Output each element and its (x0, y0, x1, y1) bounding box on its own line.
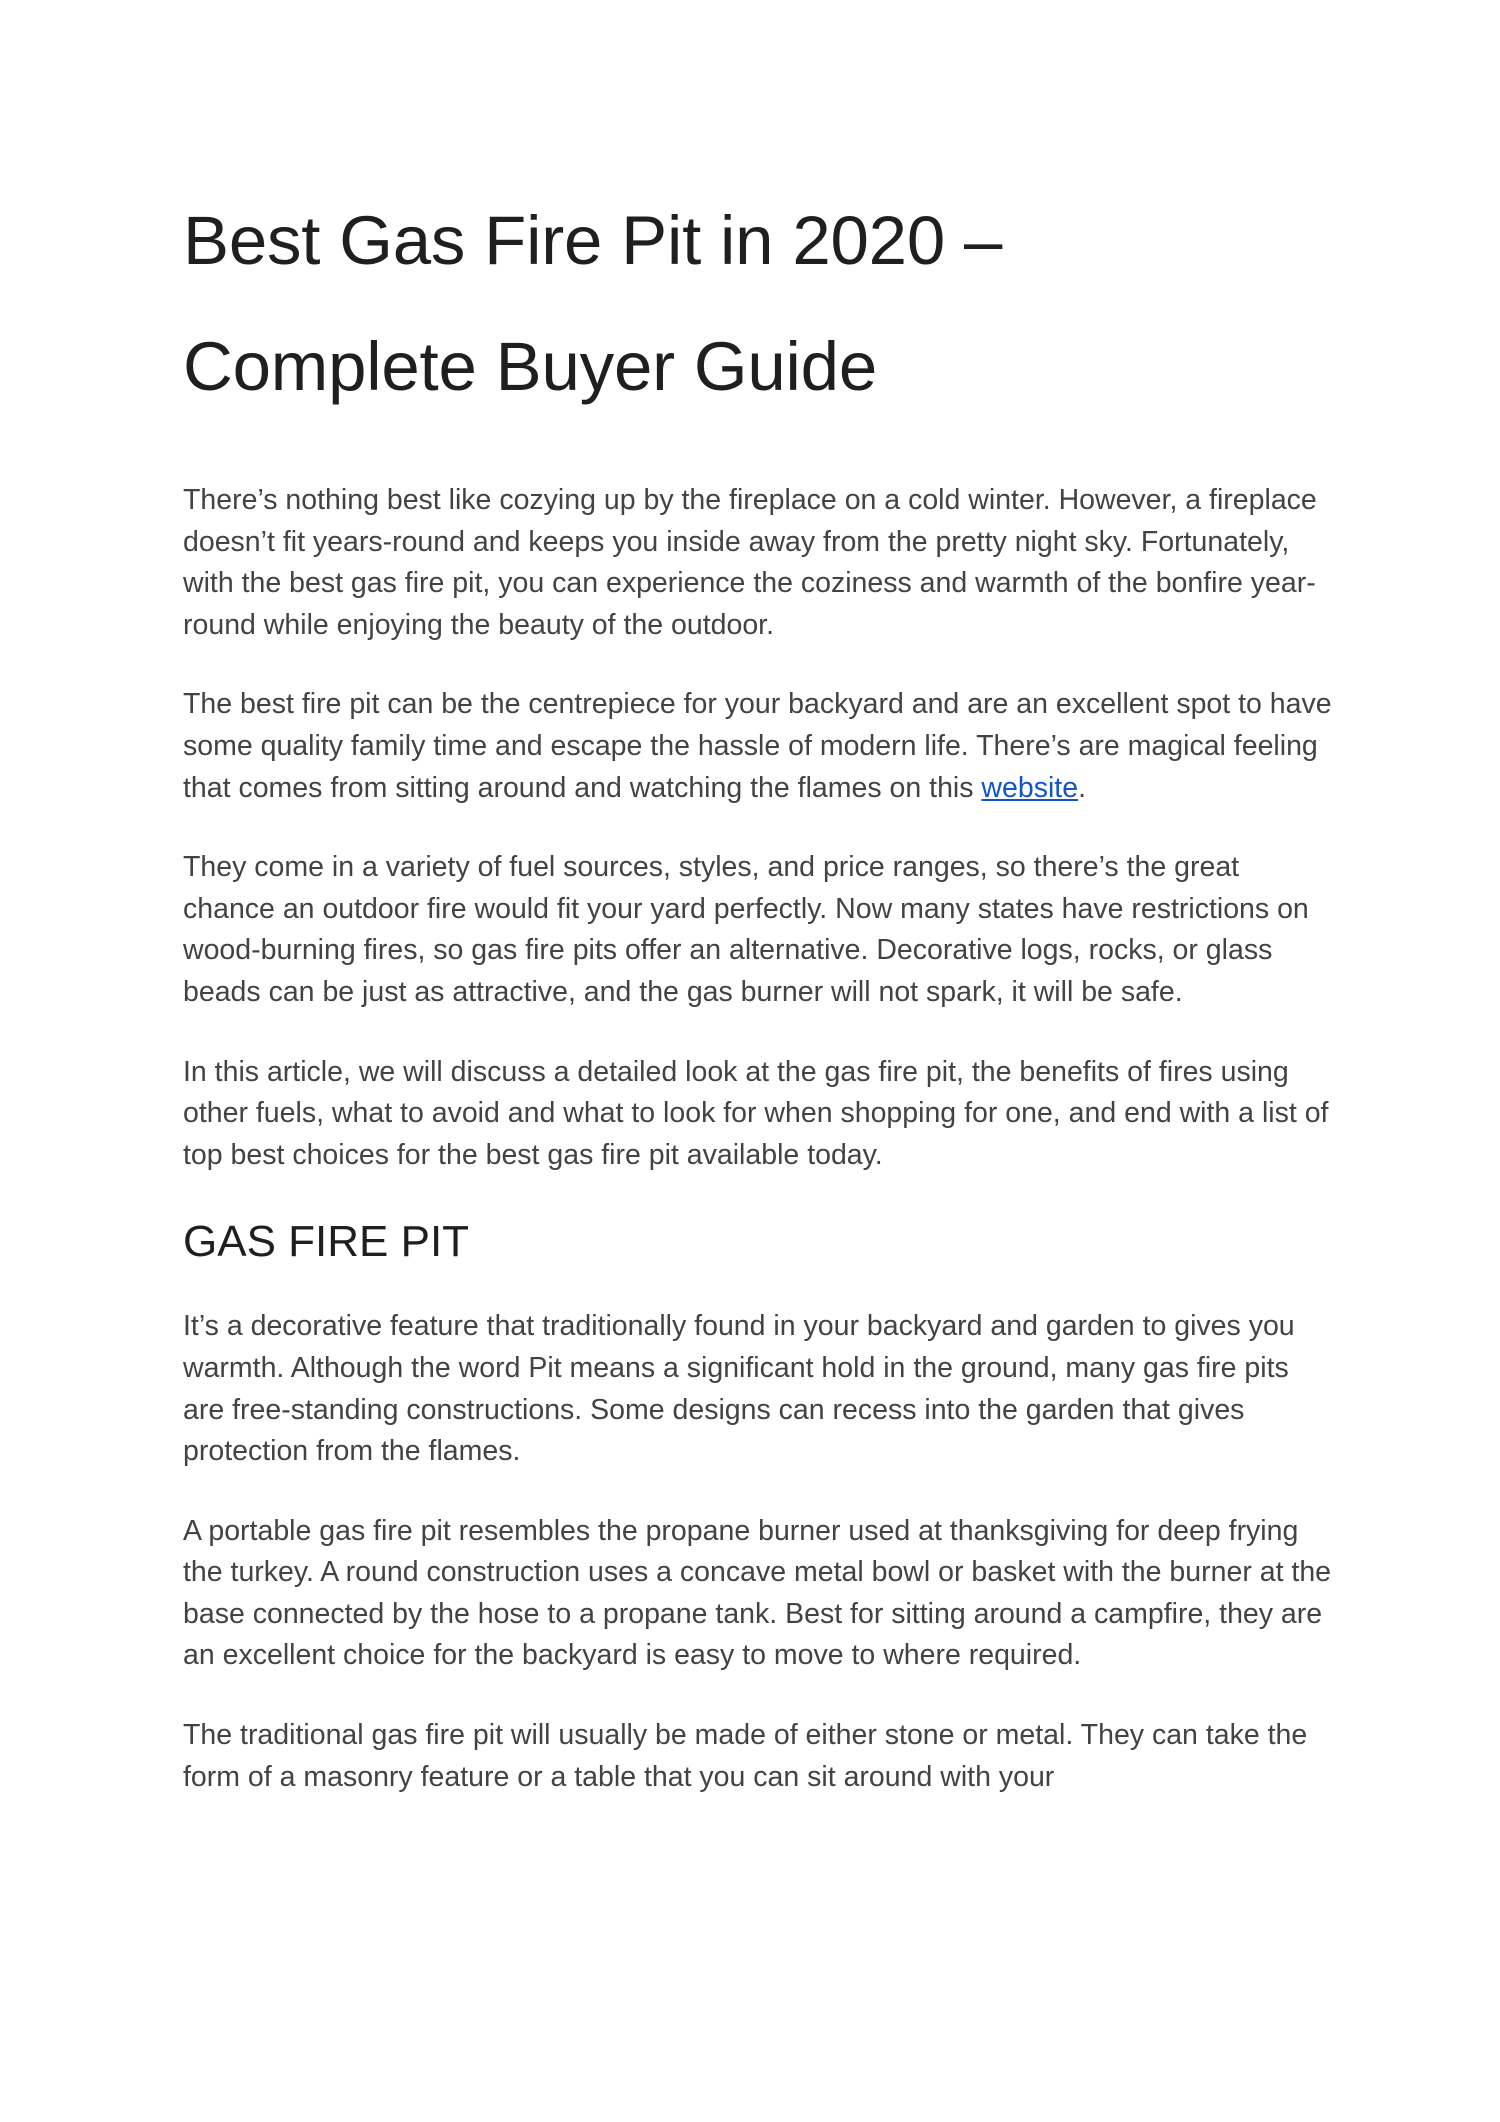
document-page (183, 178, 1333, 1798)
intro-paragraph-2-text: The best fire pit can be the centrepiece for your backyard and are an excellent spot to have some quality family time and escape the hassle of modern life. There’s are magical feeling that comes from sitting around and watching the flames on this (183, 688, 1332, 804)
website-link[interactable]: website (981, 771, 1079, 804)
section-paragraph-3: The traditional gas fire pit will usually be made of either stone or metal. They can take the form of a masonry feature or a table that you can sit around with your (183, 1719, 1308, 1793)
intro-paragraph-1: There’s nothing best like cozying up by the fireplace on a cold winter. However, a fireplace doesn’t fit years-round and keeps you inside away from the pretty night sky. Fortunately, with the best gas fire pit, you can experience the coziness and warmth of the bonfire year-round while enjoying the beauty of the outdoor. (183, 484, 1317, 641)
intro-paragraph-4: In this article, we will discuss a detailed look at the gas fire pit, the benefits of fires using other fuels, what to avoid and what to look for when shopping for one, and end with a list of top best choices for the best gas fire pit available today. (183, 1055, 1329, 1171)
intro-paragraph-3: They come in a variety of fuel sources, styles, and price ranges, so there’s the great chance an outdoor fire would fit your yard perfectly. Now many states have restrictions on wood-burning fires, so gas fire pits offer an alternative. Decorative logs, rocks, or glass beads can be just as attractive, and the gas burner will not spark, it will be safe. (183, 851, 1309, 1008)
article-title-line-2: Complete Buyer Guide (183, 328, 878, 405)
article-title-line-1: Best Gas Fire Pit in 2020 – (183, 202, 1003, 279)
article-title (183, 178, 1333, 430)
section-paragraph-1: It’s a decorative feature that traditionally found in your backyard and garden to gives you warmth. Although the word Pit means a significant hold in the ground, many gas fire pits are free-standing constructions. Some designs can recess into the garden that gives protection from the flames. (183, 1310, 1295, 1468)
section-paragraph-2: A portable gas fire pit resembles the propane burner used at thanksgiving for deep frying the turkey. A round construction uses a concave metal bowl or basket with the burner at the base connected by the hose to a propane tank. Best for sitting around a campfire, they are an excellent choice for the backyard is easy to move to where required. (183, 1514, 1332, 1672)
intro-paragraph-2 (183, 684, 1333, 809)
section-heading-gas-fire-pit: GAS FIRE PIT (183, 1217, 470, 1267)
link-period: . (1078, 771, 1086, 804)
